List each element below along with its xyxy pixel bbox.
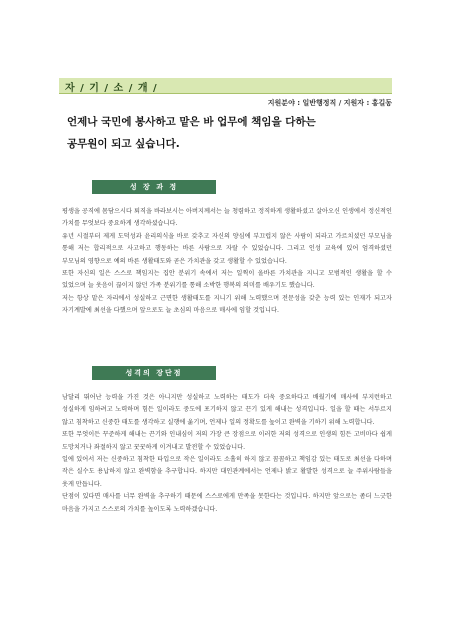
paragraph: 평생을 공직에 몸담으시다 퇴직을 바라보시는 아버지께서는 늘 청렴하고 정직하게 생활하셨고 살아오신 인생에서 정신적인 가치를 무엇보다 중요하게 생각하셨습니다. <box>62 208 392 228</box>
paragraph: 일에 있어서 저는 신중하고 침착한 타입으로 작은 일이라도 소홀히 하지 않고 꼼꼼하고 책임감 있는 태도로 최선을 다하며 작은 실수도 용납하지 않고 완벽함을 추구합니다. 하지만 대인관계에서는 언제나 밝고 활발한 성격으로 늘 주위사람들을 웃게 만듭니다. <box>62 456 392 488</box>
headline-line-1: 언제나 국민에 봉사하고 맡은 바 업무에 책임을 다하는 <box>67 116 316 128</box>
paragraph: 저는 항상 맡은 자리에서 성실하고 근면한 생활태도를 지니기 위해 노력했으며 전문성을 갖춘 능력 있는 인재가 되고자 자기계발에 최선을 다했으며 앞으로도 늘 초심의 마음으로 매사에 임할 것입니다. <box>62 294 392 315</box>
section-body-personality <box>62 392 392 516</box>
section-heading-personality: 성격의 장단점 <box>92 366 216 380</box>
paragraph: 유년 시절부터 제게 도덕성과 윤리의식을 바로 갖추고 자신의 양심에 부끄럽지 않은 사람이 되라고 가르치셨던 부모님을 통해 저는 합리적으로 사고하고 행동하는 바른 사람으로 자랄 수 있었습니다. 그리고 인성 교육에 있어 엄격하셨던 부모님의 영향으로 예의 바른 생활태도와 곧은 가치관을 갖고 생활할 수 있었습니다. <box>62 232 392 265</box>
headline-line-2: 공무원이 되고 싶습니다. <box>67 138 180 150</box>
paragraph: 단점이 있다면 매사를 너무 완벽을 추구하기 때문에 스스로에게 만족을 못한다는 것입니다. 하지만 앞으로는 좀더 느긋한 마음을 가지고 스스로의 가치를 높이도록 노력하겠습니다. <box>62 493 392 513</box>
section-heading-growth: 성 장 과 정 <box>92 180 216 194</box>
applicant-info: 지원분야 : 일반행정직 / 지원자 : 홍길동 <box>267 99 392 107</box>
section-body-growth <box>62 206 392 318</box>
paragraph: 또한 무엇이든 꾸준하게 해내는 끈기와 인내심이 저의 가장 큰 장점으로 이러한 저의 성격으로 인생의 힘든 고비마다 쉽게 도망치거나 좌절하지 않고 꿋꿋하게 이겨내고 발전할 수 있었습니다. <box>62 431 392 451</box>
title-band <box>59 78 392 94</box>
paragraph: 남달리 뛰어난 능력을 가진 것은 아니지만 성실하고 노력하는 태도가 더욱 중요하다고 배웠기에 매사에 부지런하고 성실하게 임하려고 노력하며 힘든 일이라도 중도에 포기하지 않고 끈기 있게 해내는 성격입니다. 일을 할 때는 서두르지 않고 침착하고 신중한 태도를 생각하고 실행에 옮기며, 언제나 일의 정확도를 높이고 완벽을 기하기 위해 노력합니다. <box>62 394 392 426</box>
paragraph: 또한 자신의 일은 스스로 책임지는 집안 분위기 속에서 저는 일찍이 올바른 가치관을 지니고 모범적인 생활을 할 수 있었으며 늘 웃음이 끊이지 않던 가족 분위기를 통해 소박한 행복의 의미를 배우기도 했습니다. <box>62 270 392 290</box>
document-title: 자 / 기 / 소 / 개 / <box>65 83 158 94</box>
